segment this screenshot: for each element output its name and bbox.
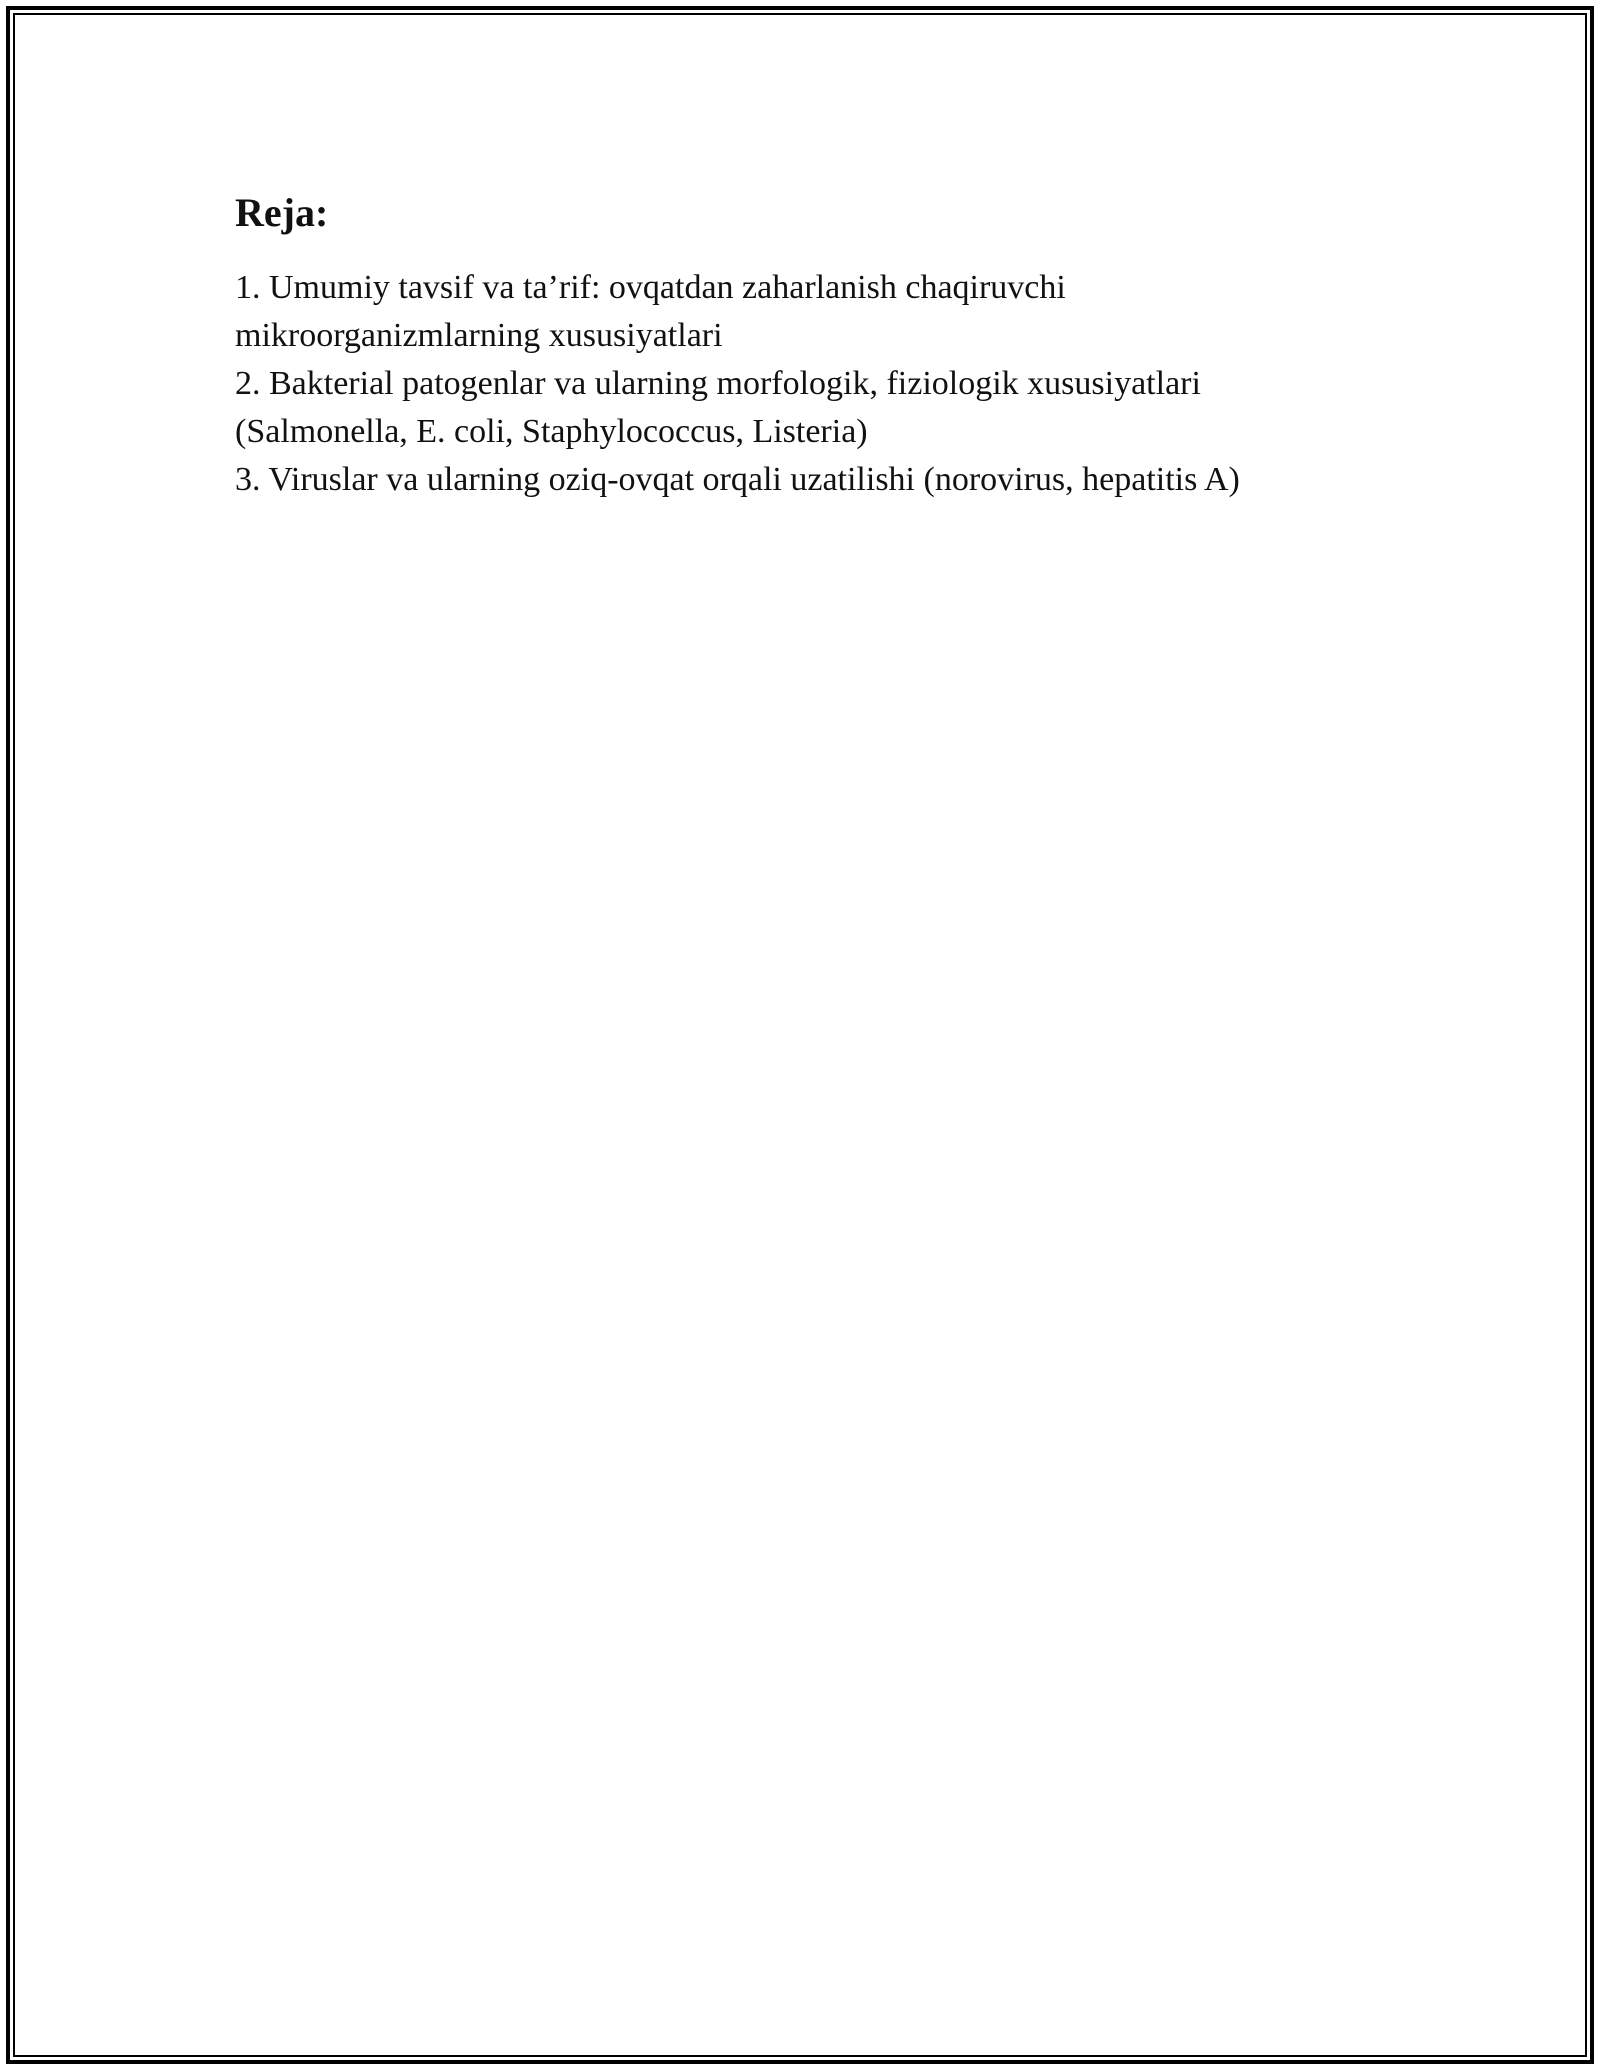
plan-heading: Reja: xyxy=(235,190,329,235)
plan-list xyxy=(235,264,1415,504)
plan-item-1-line-2: mikroorganizmlarning xususiyatlari xyxy=(235,317,723,354)
plan-item-1 xyxy=(235,264,1415,360)
plan-item-2 xyxy=(235,360,1415,456)
plan-item-3-line-1: 3. Viruslar va ularning oziq-ovqat orqali uzatilishi (norovirus, hepatitis A) xyxy=(235,461,1240,498)
plan-item-1-line-1: 1. Umumiy tavsif va ta’rif: ovqatdan zaharlanish chaqiruvchi xyxy=(235,269,1066,306)
document-content xyxy=(235,188,1415,504)
plan-item-3 xyxy=(235,456,1415,504)
plan-item-2-line-2: (Salmonella, E. coli, Staphylococcus, Listeria) xyxy=(235,413,868,450)
plan-item-2-line-1: 2. Bakterial patogenlar va ularning morfologik, fiziologik xususiyatlari xyxy=(235,365,1201,402)
